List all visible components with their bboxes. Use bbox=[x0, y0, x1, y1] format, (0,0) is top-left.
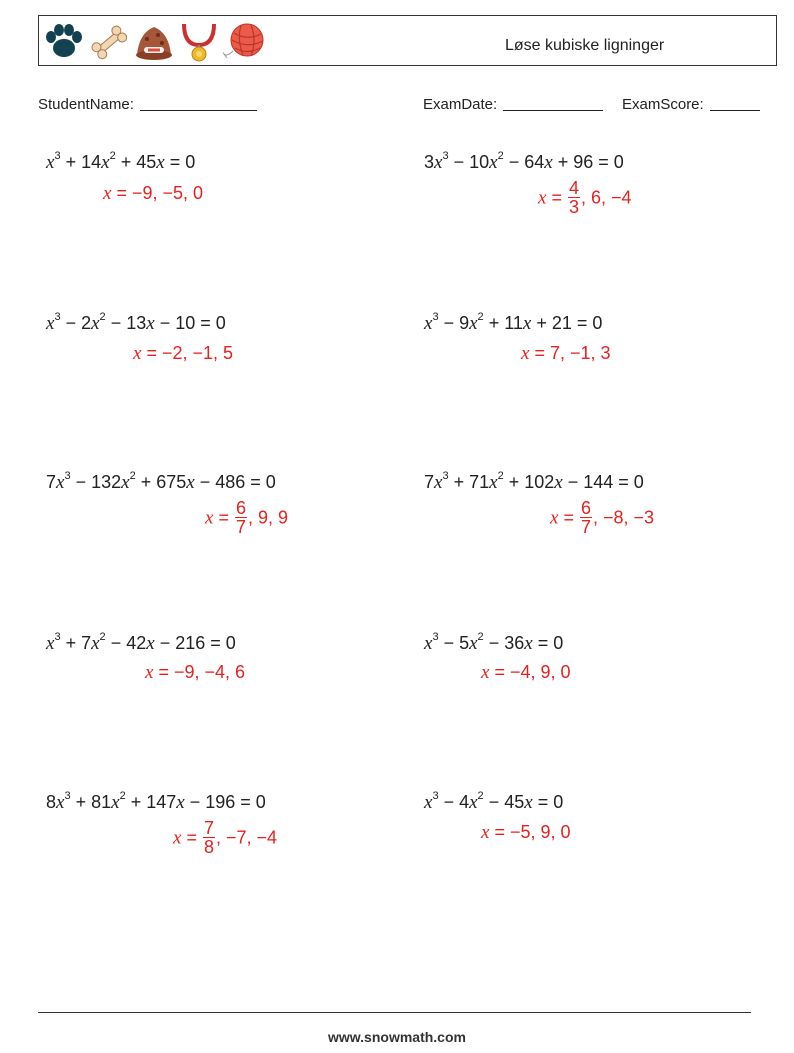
equation bbox=[46, 633, 236, 654]
exponent-square: 2 bbox=[129, 470, 136, 482]
answer-equals: = bbox=[494, 662, 505, 682]
answer-fraction bbox=[580, 499, 592, 536]
exponent-cube: 3 bbox=[432, 790, 439, 802]
answer-values: −9, −5, 0 bbox=[131, 183, 204, 203]
bone-icon bbox=[88, 21, 130, 63]
exponent-square: 2 bbox=[99, 311, 106, 323]
exponent-square: 2 bbox=[477, 311, 484, 323]
variable-x: x bbox=[469, 313, 478, 334]
coef-square: + 7 bbox=[65, 633, 92, 653]
answer-variable: x bbox=[481, 662, 490, 683]
variable-x: x bbox=[434, 472, 443, 493]
fraction-numerator: 7 bbox=[203, 818, 214, 838]
fraction-numerator: 6 bbox=[580, 498, 591, 518]
answer-values: −5, 9, 0 bbox=[509, 822, 571, 842]
answer bbox=[550, 500, 654, 537]
variable-x: x bbox=[489, 472, 498, 493]
variable-x: x bbox=[56, 792, 65, 813]
variable-x: x bbox=[156, 152, 165, 173]
variable-x: x bbox=[424, 313, 433, 334]
coef-linear: − 42 bbox=[110, 633, 147, 653]
exponent-cube: 3 bbox=[54, 311, 61, 323]
variable-x: x bbox=[146, 313, 155, 334]
variable-x: x bbox=[46, 152, 55, 173]
answer-equals: = bbox=[186, 827, 197, 848]
footer-site: www.snowmath.com bbox=[328, 1029, 466, 1045]
exponent-cube: 3 bbox=[64, 470, 71, 482]
answer-variable: x bbox=[550, 507, 559, 529]
equation bbox=[424, 152, 624, 173]
answer-values: , 6, −4 bbox=[581, 187, 632, 208]
answer bbox=[521, 343, 611, 364]
coef-linear: + 102 bbox=[508, 472, 555, 492]
equation bbox=[424, 633, 563, 654]
answer bbox=[205, 500, 288, 537]
yarn-ball-icon bbox=[223, 21, 269, 63]
coef-square: − 132 bbox=[75, 472, 122, 492]
answer-values: −9, −4, 6 bbox=[173, 662, 246, 682]
exponent-square: 2 bbox=[109, 150, 116, 162]
answer-equals: = bbox=[551, 187, 562, 208]
worksheet-header bbox=[38, 15, 777, 66]
constant-term: − 216 = 0 bbox=[159, 633, 236, 653]
equation bbox=[424, 792, 563, 813]
variable-x: x bbox=[522, 313, 532, 334]
exponent-cube: 3 bbox=[64, 790, 71, 802]
answer-equals: = bbox=[146, 343, 157, 363]
equation bbox=[46, 152, 195, 173]
answer-values: , −8, −3 bbox=[593, 507, 655, 528]
dog-bed-icon bbox=[133, 21, 175, 63]
exponent-cube: 3 bbox=[442, 150, 449, 162]
constant-term: = 0 bbox=[169, 152, 196, 172]
exam-score-label: ExamScore: bbox=[622, 96, 704, 113]
answer-variable: x bbox=[173, 827, 182, 849]
constant-term: = 0 bbox=[537, 633, 564, 653]
answer bbox=[173, 820, 277, 857]
exponent-square: 2 bbox=[99, 631, 106, 643]
coef-cube: 7 bbox=[46, 472, 57, 492]
constant-term: = 0 bbox=[537, 792, 564, 812]
variable-x: x bbox=[489, 152, 498, 173]
answer-equals: = bbox=[158, 662, 169, 682]
fraction-denominator: 8 bbox=[203, 837, 214, 857]
coef-cube: 7 bbox=[424, 472, 435, 492]
answer bbox=[145, 662, 245, 683]
fraction-numerator: 6 bbox=[235, 498, 246, 518]
equation bbox=[424, 313, 602, 334]
equation bbox=[46, 313, 226, 334]
variable-x: x bbox=[101, 152, 110, 173]
answer-variable: x bbox=[133, 343, 142, 364]
answer-equals: = bbox=[218, 507, 229, 528]
footer-divider bbox=[38, 1012, 751, 1013]
constant-term: − 196 = 0 bbox=[189, 792, 266, 812]
answer-variable: x bbox=[205, 507, 214, 529]
variable-x: x bbox=[186, 472, 195, 493]
exponent-cube: 3 bbox=[432, 311, 439, 323]
exponent-square: 2 bbox=[497, 150, 504, 162]
variable-x: x bbox=[46, 313, 55, 334]
equation bbox=[424, 472, 644, 493]
paw-icon bbox=[43, 21, 85, 63]
answer-fraction bbox=[235, 499, 247, 536]
answer-fraction bbox=[568, 179, 580, 216]
answer bbox=[481, 822, 571, 843]
constant-term: − 486 = 0 bbox=[199, 472, 276, 492]
variable-x: x bbox=[176, 792, 185, 813]
exponent-square: 2 bbox=[477, 631, 484, 643]
equation bbox=[46, 792, 266, 813]
coef-square: − 2 bbox=[65, 313, 92, 333]
coef-linear: + 11 bbox=[488, 313, 523, 333]
answer-variable: x bbox=[521, 343, 530, 364]
answer-values: −4, 9, 0 bbox=[509, 662, 571, 682]
exponent-cube: 3 bbox=[54, 150, 61, 162]
variable-x: x bbox=[91, 313, 100, 334]
coef-square: − 9 bbox=[443, 313, 470, 333]
coef-square: + 81 bbox=[75, 792, 112, 812]
coef-square: + 14 bbox=[65, 152, 102, 172]
exponent-square: 2 bbox=[497, 470, 504, 482]
answer-equals: = bbox=[494, 822, 505, 842]
exponent-square: 2 bbox=[119, 790, 126, 802]
exam-score-blank[interactable] bbox=[710, 96, 760, 111]
fraction-denominator: 7 bbox=[235, 517, 246, 537]
coef-square: + 71 bbox=[453, 472, 490, 492]
coef-cube: 3 bbox=[424, 152, 435, 172]
coef-linear: − 13 bbox=[110, 313, 147, 333]
variable-x: x bbox=[544, 152, 553, 173]
variable-x: x bbox=[146, 633, 155, 654]
variable-x: x bbox=[524, 792, 533, 813]
dog-collar-icon bbox=[178, 21, 220, 63]
exam-date-field bbox=[423, 94, 603, 113]
variable-x: x bbox=[524, 633, 533, 654]
answer-values: −2, −1, 5 bbox=[161, 343, 234, 363]
student-name-label: StudentName: bbox=[38, 96, 134, 113]
coef-square: − 5 bbox=[443, 633, 470, 653]
answer bbox=[538, 180, 632, 217]
variable-x: x bbox=[469, 792, 478, 813]
answer-fraction bbox=[203, 819, 215, 856]
answer-values: 7, −1, 3 bbox=[549, 343, 611, 363]
answer-values: , 9, 9 bbox=[248, 507, 289, 528]
constant-term: + 96 = 0 bbox=[557, 152, 624, 172]
constant-term: − 10 = 0 bbox=[159, 313, 226, 333]
coef-square: − 10 bbox=[453, 152, 490, 172]
coef-linear: − 36 bbox=[488, 633, 525, 653]
exam-date-label: ExamDate: bbox=[423, 96, 498, 113]
exponent-cube: 3 bbox=[54, 631, 61, 643]
answer-values: , −7, −4 bbox=[216, 827, 278, 848]
answer-variable: x bbox=[538, 187, 547, 209]
answer-variable: x bbox=[145, 662, 154, 683]
student-name-blank[interactable] bbox=[140, 96, 257, 111]
variable-x: x bbox=[434, 152, 443, 173]
student-name-field bbox=[38, 94, 257, 113]
worksheet-title: Løse kubiske ligninger bbox=[505, 37, 665, 54]
answer-equals: = bbox=[116, 183, 127, 203]
variable-x: x bbox=[424, 792, 433, 813]
coef-linear: − 64 bbox=[508, 152, 545, 172]
coef-linear: − 45 bbox=[488, 792, 525, 812]
answer-variable: x bbox=[103, 183, 112, 204]
constant-term: + 21 = 0 bbox=[536, 313, 603, 333]
coef-linear: + 45 bbox=[120, 152, 157, 172]
coef-cube: 8 bbox=[46, 792, 57, 812]
variable-x: x bbox=[121, 472, 130, 493]
exponent-square: 2 bbox=[477, 790, 484, 802]
fraction-numerator: 4 bbox=[568, 178, 579, 198]
variable-x: x bbox=[424, 633, 433, 654]
answer-equals: = bbox=[534, 343, 545, 363]
coef-linear: + 675 bbox=[140, 472, 187, 492]
coef-linear: + 147 bbox=[130, 792, 177, 812]
variable-x: x bbox=[56, 472, 65, 493]
constant-term: − 144 = 0 bbox=[567, 472, 644, 492]
variable-x: x bbox=[91, 633, 100, 654]
variable-x: x bbox=[46, 633, 55, 654]
answer-equals: = bbox=[563, 507, 574, 528]
exponent-cube: 3 bbox=[432, 631, 439, 643]
answer bbox=[133, 343, 233, 364]
answer bbox=[481, 662, 571, 683]
exam-score-field bbox=[622, 94, 760, 113]
exam-date-blank[interactable] bbox=[503, 96, 603, 111]
equation bbox=[46, 472, 276, 493]
variable-x: x bbox=[111, 792, 120, 813]
exponent-cube: 3 bbox=[442, 470, 449, 482]
variable-x: x bbox=[469, 633, 478, 654]
variable-x: x bbox=[554, 472, 563, 493]
coef-square: − 4 bbox=[443, 792, 470, 812]
fraction-denominator: 7 bbox=[580, 517, 591, 537]
fraction-denominator: 3 bbox=[568, 197, 579, 217]
answer-variable: x bbox=[481, 822, 490, 843]
answer bbox=[103, 183, 203, 204]
